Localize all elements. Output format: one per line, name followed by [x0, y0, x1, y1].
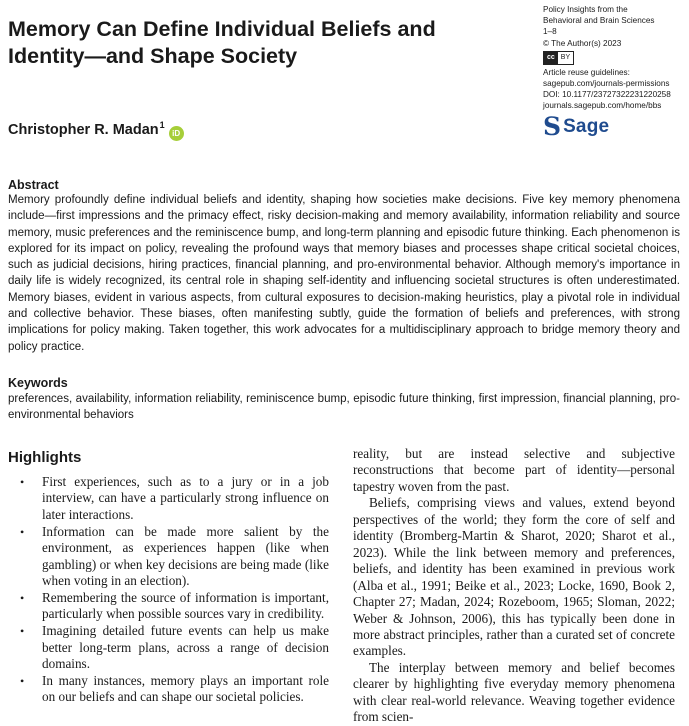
keywords-text: preferences, availability, information reliability, reminiscence bump, episodic future thinking, first impression, financial planning, pro-environmental behaviors — [8, 393, 680, 422]
author-name: Christopher R. Madan — [8, 122, 159, 138]
cc-icon: cc — [544, 52, 558, 64]
doi-link[interactable]: DOI: 10.1177/23727322231220258 — [543, 90, 671, 100]
abstract-heading: Abstract — [8, 178, 59, 192]
reuse-label: Article reuse guidelines: — [543, 67, 630, 77]
abstract-text: Memory profoundly define individual beliefs and identity, shaping how societies make decisions. Five key memory phenomena include—first impressions and the primacy effect, risky decision-making and memory availability, information reliability and source memory, music preferences and the reminiscence bump, and long-term planning and episodic future thinking. Each phenomenon is explored for its impact on policy, revealing the profound ways that memory biases and processes shape critical societal choices, such as judicial decisions, hiring practices, financial planning, and pro-environmental behavior. Although memory's importance in daily life is widely recognized, its central role in shaping self-identity and influencing societal structures is often underestimated. Memory biases, evident in various aspects, from cultural exposures to decision-making heuristics, play a pivotal role in individual and collective behavior. These biases, often manifesting subtly, guide the formation of beliefs and preferences, with strong implications for policy making. Taken together, this work advocates for a multidisciplinary approach to bridge memory theory and policy practice. — [8, 194, 680, 353]
copyright: © The Author(s) 2023 — [543, 38, 622, 48]
cc-by-label: BY — [560, 53, 571, 61]
body-paragraph: Beliefs, comprising views and values, extend beyond perspectives of the world; they form the core of self and identity (Bromberg-Martin & Sharot, 2020; Sharot et al., 2023). While the link between memory and preferences, beliefs, and identity has been examined in previous work (Alba et al., 1991; Beike et al., 2023; Locke, 1690, Book 2, Chapter 27; Madan, 2024; Rozeboom, 1965; Sloman, 2022; Weber & Johnson, 2006), this has typically been done in more abstract principles, rather than a curated set of concrete examples. — [353, 495, 675, 659]
keywords-heading: Keywords — [8, 376, 68, 390]
highlights-heading: Highlights — [8, 449, 82, 466]
bullet-icon: • — [20, 673, 25, 688]
journal-name-line1: Policy Insights from the — [543, 5, 628, 14]
highlight-item: • In many instances, memory plays an important role on our beliefs and can shape our societal policies. — [20, 672, 329, 705]
affiliation-mark: 1 — [159, 120, 165, 130]
sage-wordmark: Sage — [563, 116, 610, 137]
bullet-icon: • — [20, 524, 25, 539]
sage-s-icon: S — [543, 112, 562, 141]
journal-name-line2: Behavioral and Brain Sciences — [543, 16, 655, 26]
highlights-list — [20, 474, 329, 706]
page-range: 1–8 — [543, 27, 557, 37]
journal-homepage-link[interactable]: journals.sagepub.com/home/bbs — [543, 101, 662, 111]
bullet-icon: • — [20, 624, 25, 639]
sage-logo — [543, 114, 609, 140]
author-line — [8, 116, 184, 141]
body-paragraph: reality, but are instead selective and subjective reconstructions that become part of identity—personal tapestry woven from the past. — [353, 446, 675, 494]
highlight-item: • First experiences, such as to a jury or in a job interview, can have a particularly strong influence on later interactions. — [20, 474, 329, 522]
highlight-item: • Imagining detailed future events can help us make better long-term plans, across a range of decision domains. — [20, 623, 329, 671]
article-title: Memory Can Define Individual Beliefs and Identity—and Shape Society — [8, 17, 436, 68]
bullet-icon: • — [20, 590, 25, 605]
body-paragraph: The interplay between memory and belief becomes clearer by highlighting five everyday memory phenomena with clear real-world relevance. Weaving together evidence from scien- — [353, 659, 675, 725]
body-column-right — [353, 446, 675, 726]
journal-info — [543, 4, 688, 112]
permissions-link[interactable]: sagepub.com/journals-permissions — [543, 79, 670, 89]
orcid-icon[interactable]: iD — [169, 126, 184, 141]
cc-license-badge[interactable] — [543, 49, 688, 67]
bullet-icon: • — [20, 475, 25, 489]
highlight-item: • Information can be made more salient by the environment, as experiences happen (like when gambling) or when key decisions are being made (like when voting in an election). — [20, 523, 329, 588]
highlight-item: • Remembering the source of information is important, particularly when possible sources vary in credibility. — [20, 589, 329, 622]
